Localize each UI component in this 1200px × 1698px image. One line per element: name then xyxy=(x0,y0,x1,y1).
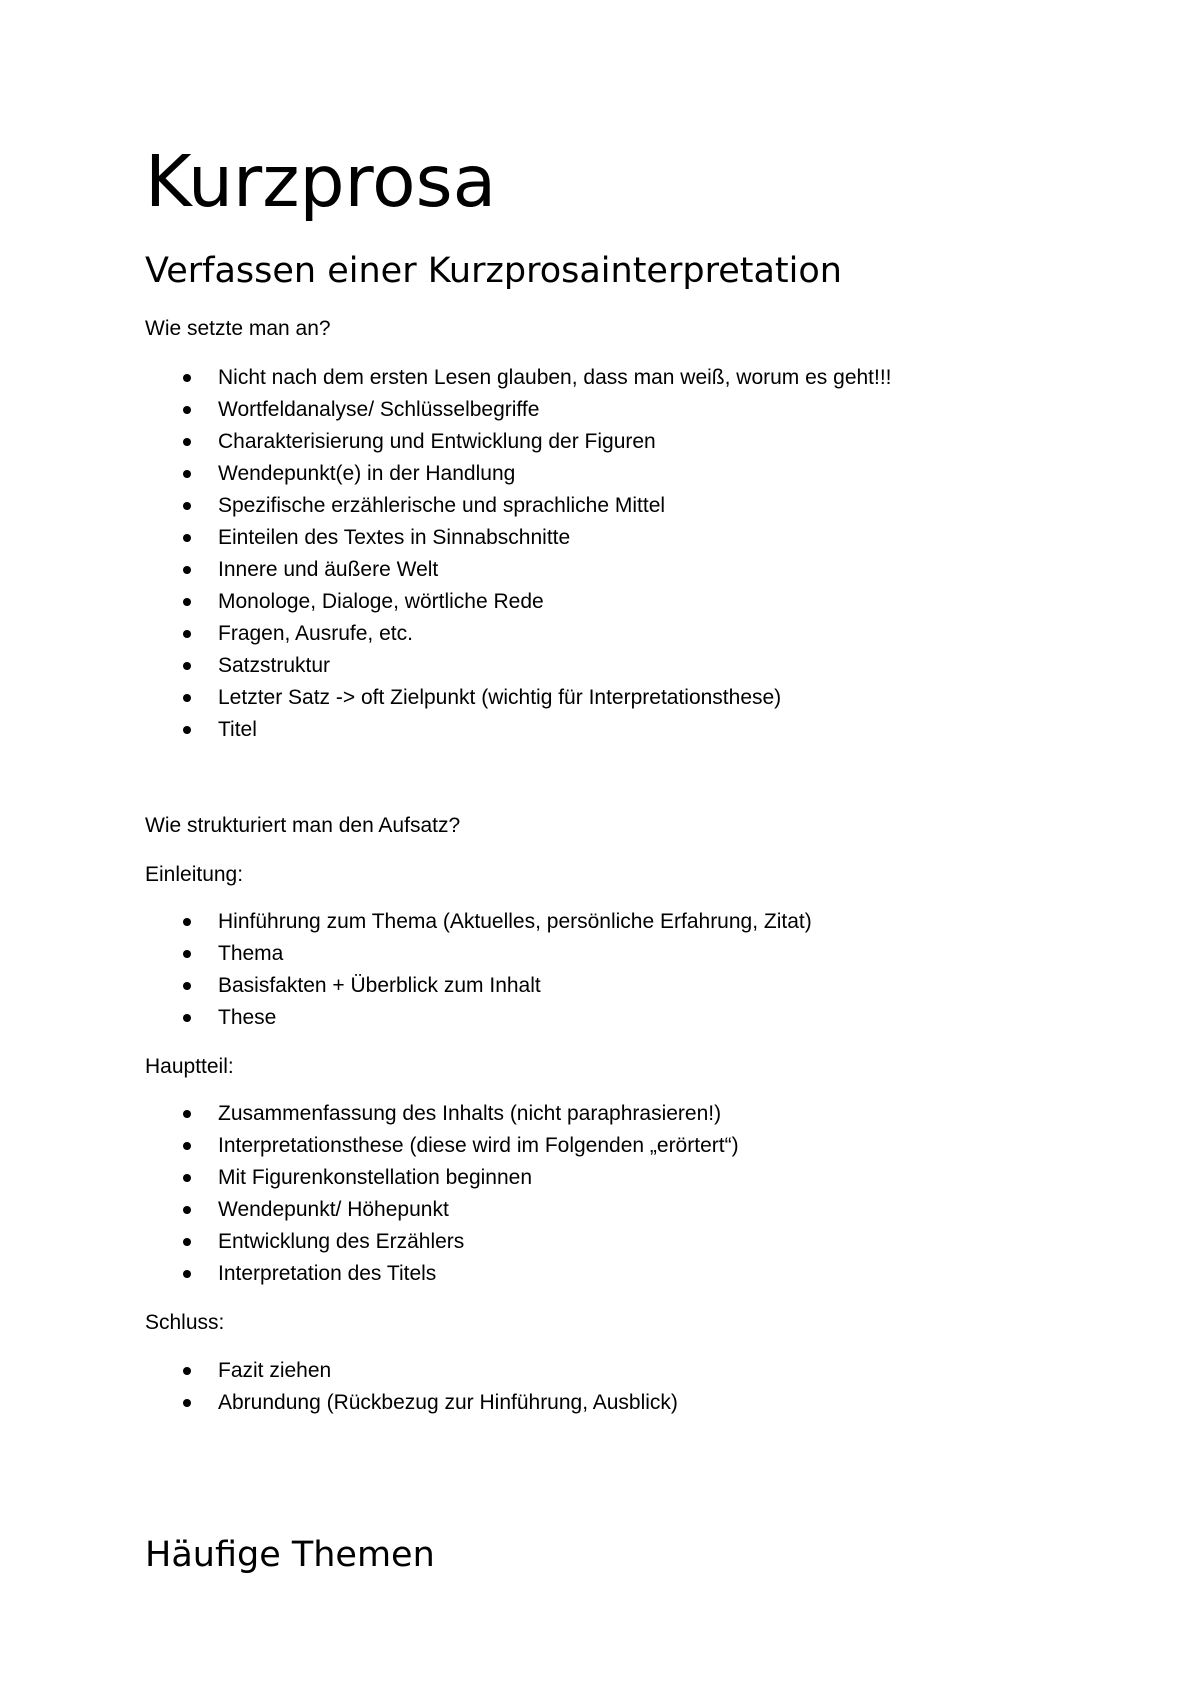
bullet-icon xyxy=(183,1367,191,1375)
list-item: Mit Figurenkonstellation beginnen xyxy=(145,1162,739,1194)
question-structure: Wie strukturiert man den Aufsatz? xyxy=(145,814,461,837)
list-item: Innere und äußere Welt xyxy=(145,554,892,586)
list-item: Fazit ziehen xyxy=(145,1355,678,1387)
list-item: Nicht nach dem ersten Lesen glauben, dass man weiß, worum es geht!!! xyxy=(145,362,892,394)
list-item: Spezifische erzählerische und sprachliche Mittel xyxy=(145,490,892,522)
bullet-icon xyxy=(183,502,191,510)
bullet-icon xyxy=(183,918,191,926)
list-item: Fragen, Ausrufe, etc. xyxy=(145,618,892,650)
bullet-icon xyxy=(183,726,191,734)
bullet-icon xyxy=(183,1206,191,1214)
bullet-icon xyxy=(183,1238,191,1246)
label-einleitung: Einleitung: xyxy=(145,863,244,886)
list-item: Satzstruktur xyxy=(145,650,892,682)
bullet-icon xyxy=(183,438,191,446)
bullet-icon xyxy=(183,598,191,606)
bullet-icon xyxy=(183,470,191,478)
list-item: Einteilen des Textes in Sinnabschnitte xyxy=(145,522,892,554)
list-item: Monologe, Dialoge, wörtliche Rede xyxy=(145,586,892,618)
list-item: Letzter Satz -> oft Zielpunkt (wichtig für Interpretationsthese) xyxy=(145,682,892,714)
bullet-icon xyxy=(183,982,191,990)
intro-list xyxy=(145,906,812,1034)
question-approach: Wie setzte man an? xyxy=(145,317,331,340)
approach-list xyxy=(145,362,892,746)
list-item: Wendepunkt/ Höhepunkt xyxy=(145,1194,739,1226)
list-item: Entwicklung des Erzählers xyxy=(145,1226,739,1258)
bullet-icon xyxy=(183,1270,191,1278)
list-item: Abrundung (Rückbezug zur Hinführung, Ausblick) xyxy=(145,1387,678,1419)
section-heading-interpretation: Verfassen einer Kurzprosainterpretation xyxy=(145,251,842,291)
list-item: Zusammenfassung des Inhalts (nicht paraphrasieren!) xyxy=(145,1098,739,1130)
list-item: Basisfakten + Überblick zum Inhalt xyxy=(145,970,812,1002)
bullet-icon xyxy=(183,950,191,958)
list-item: Hinführung zum Thema (Aktuelles, persönliche Erfahrung, Zitat) xyxy=(145,906,812,938)
bullet-icon xyxy=(183,630,191,638)
label-schluss: Schluss: xyxy=(145,1311,225,1334)
list-item: Titel xyxy=(145,714,892,746)
bullet-icon xyxy=(183,1110,191,1118)
bullet-icon xyxy=(183,662,191,670)
bullet-icon xyxy=(183,406,191,414)
list-item: Wortfeldanalyse/ Schlüsselbegriffe xyxy=(145,394,892,426)
bullet-icon xyxy=(183,1142,191,1150)
list-item: Interpretationsthese (diese wird im Folgenden „erörtert“) xyxy=(145,1130,739,1162)
main-list xyxy=(145,1098,739,1290)
label-hauptteil: Hauptteil: xyxy=(145,1055,234,1078)
bullet-icon xyxy=(183,1399,191,1407)
bullet-icon xyxy=(183,534,191,542)
section-heading-themes: Häufige Themen xyxy=(145,1535,435,1575)
bullet-icon xyxy=(183,374,191,382)
bullet-icon xyxy=(183,1174,191,1182)
list-item: Thema xyxy=(145,938,812,970)
bullet-icon xyxy=(183,694,191,702)
bullet-icon xyxy=(183,566,191,574)
list-item: Charakterisierung und Entwicklung der Figuren xyxy=(145,426,892,458)
list-item: These xyxy=(145,1002,812,1034)
list-item: Wendepunkt(e) in der Handlung xyxy=(145,458,892,490)
bullet-icon xyxy=(183,1014,191,1022)
document-title: Kurzprosa xyxy=(145,140,497,223)
list-item: Interpretation des Titels xyxy=(145,1258,739,1290)
conclusion-list xyxy=(145,1355,678,1419)
